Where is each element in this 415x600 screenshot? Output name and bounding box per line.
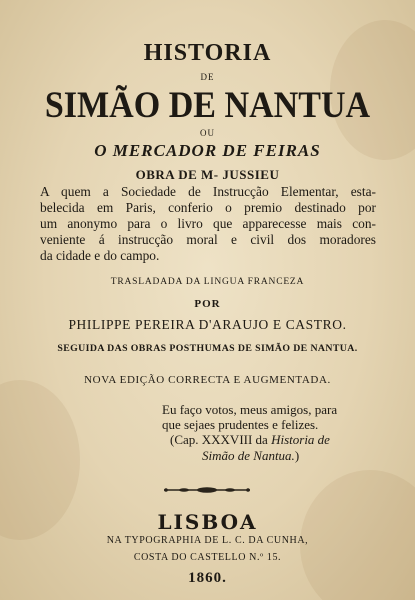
epigraph-citation-end bbox=[202, 448, 415, 464]
description-line: veniente á instrucção moral e civil dos moradores bbox=[40, 232, 376, 247]
title-historia: HISTORIA bbox=[143, 40, 272, 66]
printer-line: NA TYPOGRAPHIA DE L. C. DA CUNHA, bbox=[106, 535, 309, 546]
description-line: da cidade e do campo. bbox=[40, 248, 160, 263]
description bbox=[40, 184, 376, 264]
subtitle: O MERCADOR DE FEIRAS bbox=[94, 141, 321, 160]
por-label: POR bbox=[194, 298, 221, 310]
edition-note: NOVA EDIÇÃO CORRECTA E AUGMENTADA. bbox=[84, 374, 331, 386]
title-main: SIMÃO DE NANTUA bbox=[44, 85, 371, 126]
title-ou: OU bbox=[200, 128, 215, 138]
translated-from: TRASLADADA DA LINGUA FRANCEZA bbox=[110, 277, 305, 287]
translator-name: PHILIPPE PEREIRA D'ARAUJO E CASTRO. bbox=[68, 317, 347, 332]
ornament-rule-icon bbox=[162, 486, 252, 494]
epigraph-line: que sejaes prudentes e felizes. bbox=[162, 417, 319, 432]
city: LISBOA bbox=[157, 510, 258, 534]
epigraph-citation-text: ) bbox=[294, 448, 300, 463]
description-line: um anonymo para o livro que apparecesse mais con- bbox=[40, 216, 376, 231]
publication-year: 1860. bbox=[188, 570, 227, 586]
author-line: OBRA DE M- JUSSIEU bbox=[135, 167, 280, 182]
description-line: belecida em Paris, conferio o premio destinado por bbox=[40, 200, 376, 215]
description-line: A quem a Sociedade de Instrucção Elementar, esta- bbox=[40, 184, 376, 199]
epigraph-citation bbox=[170, 432, 400, 448]
title-de: DE bbox=[200, 72, 215, 82]
printer-address: COSTA DO CASTELLO N.º 15. bbox=[133, 552, 282, 563]
epigraph-citation-title: Historia de bbox=[271, 432, 330, 447]
followed-by: SEGUIDA DAS OBRAS POSTHUMAS DE SIMÃO DE NANTUA. bbox=[57, 343, 358, 354]
epigraph-line: Eu faço votos, meus amigos, para bbox=[162, 402, 338, 417]
epigraph-citation-text: (Cap. XXXVIII da bbox=[170, 432, 272, 447]
epigraph-citation-title: Simão de Nantua. bbox=[202, 448, 295, 463]
